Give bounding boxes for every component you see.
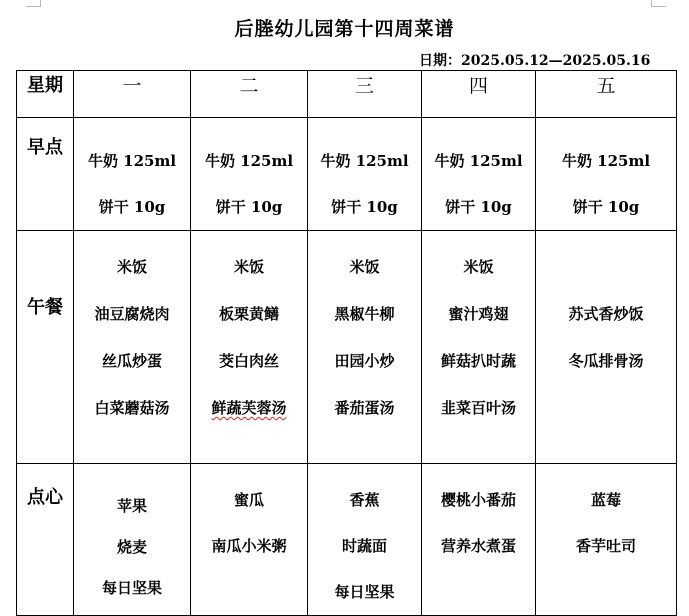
breakfast-label: 早点 [27,137,63,158]
menu-item: 米饭 [349,258,380,276]
menu-item: 每日坚果 [101,579,162,597]
page-title: 后塍幼儿园第十四周菜谱 [234,18,455,40]
breakfast-row [17,118,677,231]
menu-item: 蜜瓜 [233,491,264,509]
page-corner-mark-right [651,0,666,7]
table-header-row [17,71,677,118]
menu-item: 韭菜百叶汤 [440,399,516,417]
lunch-row [17,231,677,464]
menu-item: 米饭 [116,258,147,276]
menu-item: 时蔬面 [341,537,387,555]
menu-item: 苏式香炒饭 [568,305,644,323]
lunch-label-cell [17,231,74,464]
menu-item: 饼干 10g [445,198,512,216]
snack-label-cell [17,464,74,616]
menu-item: 南瓜小米粥 [211,537,287,555]
date-range: 日期：2025.05.12—2025.05.16 [419,53,651,69]
lunch-cell-wed [308,231,422,464]
lunch-cell-thu [422,231,536,464]
menu-item: 香蕉 [349,491,380,509]
menu-item: 饼干 10g [572,198,640,216]
menu-item: 饼干 10g [331,198,398,216]
breakfast-cell-wed [308,118,422,231]
menu-item: 米饭 [233,258,264,276]
weekly-menu-table [16,70,677,616]
menu-item: 田园小炒 [334,352,395,370]
snack-label: 点心 [27,487,63,508]
snack-cell-wed [308,464,422,616]
snack-cell-mon [74,464,191,616]
lunch-cell-fri [536,231,677,464]
breakfast-cell-thu [422,118,536,231]
menu-item: 蓝莓 [590,491,621,509]
spellcheck-underlined-text: 鲜蔬芙蓉汤 [211,399,287,417]
menu-item: 丝瓜炒蛋 [101,352,162,370]
menu-item: 牛奶 125ml [87,152,177,170]
menu-item: 板栗黄鳝 [218,305,279,323]
menu-item: 牛奶 125ml [561,152,651,170]
weekday-header-thu: 四 [422,71,536,118]
weekday-header-tue: 二 [191,71,308,118]
menu-item: 牛奶 125ml [204,152,294,170]
lunch-label: 午餐 [27,297,63,318]
menu-item: 樱桃小番茄 [440,491,516,509]
menu-item: 冬瓜排骨汤 [568,352,644,370]
menu-item: 营养水煮蛋 [440,537,516,555]
menu-item: 鲜菇扒时蔬 [440,352,516,370]
menu-item: 每日坚果 [334,583,395,601]
menu-item: 番茄蛋汤 [334,399,395,417]
menu-item: 茭白肉丝 [218,352,279,370]
breakfast-cell-fri [536,118,677,231]
menu-item: 牛奶 125ml [320,152,409,170]
weekday-header-wed: 三 [308,71,422,118]
menu-item: 苹果 [116,497,147,515]
menu-item: 饼干 10g [98,198,166,216]
menu-item: 饼干 10g [215,198,283,216]
menu-item: 烧麦 [116,538,147,556]
snack-cell-thu [422,464,536,616]
menu-item [191,385,307,432]
menu-item: 牛奶 125ml [434,152,523,170]
weekday-header-fri: 五 [536,71,677,118]
breakfast-cell-mon [74,118,191,231]
page-corner-mark-left [26,0,41,7]
menu-item: 油豆腐烧肉 [94,305,170,323]
menu-item: 白菜蘑菇汤 [94,399,170,417]
breakfast-cell-tue [191,118,308,231]
menu-item: 蜜汁鸡翅 [448,305,509,323]
menu-item: 香芋吐司 [575,537,636,555]
snack-row [17,464,677,616]
menu-item: 黑椒牛柳 [334,305,395,323]
menu-item: 米饭 [463,258,494,276]
snack-cell-tue [191,464,308,616]
breakfast-label-cell [17,118,74,231]
snack-cell-fri [536,464,677,616]
weekday-header-label: 星期 [17,71,74,118]
lunch-cell-tue [191,231,308,464]
lunch-cell-mon [74,231,191,464]
weekday-header-mon: 一 [74,71,191,118]
